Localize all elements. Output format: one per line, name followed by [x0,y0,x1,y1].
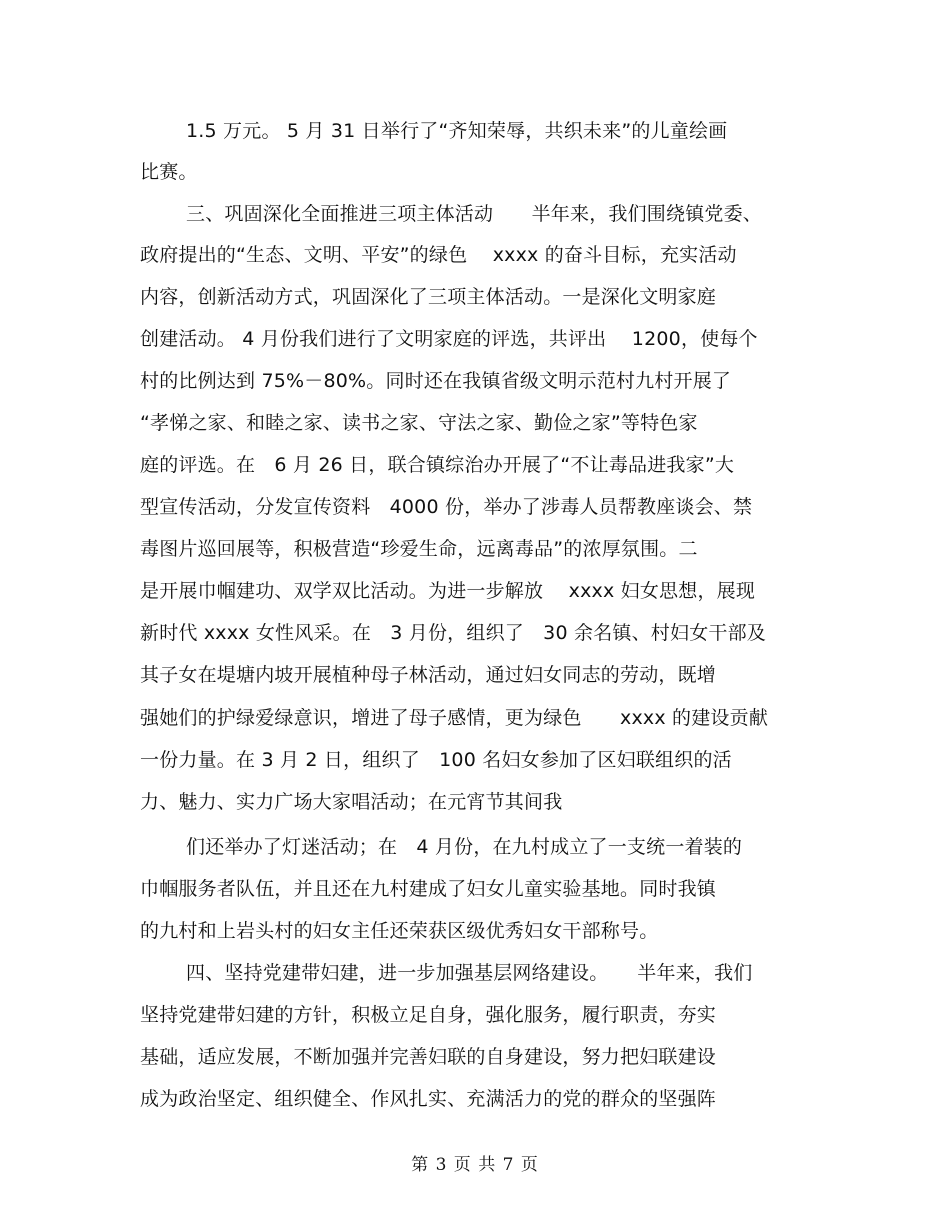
text-line: 1.5 万元。 5 月 31 日举行了“齐知荣辱，共织未来”的儿童绘画 [186,120,728,142]
text-line: 村的比例达到 75%－80%。同时还在我镇省级文明示范村九村开展了 [140,370,732,392]
text-line: 创建活动。 4 月份我们进行了文明家庭的评选，共评出 1200，使每个 [140,328,758,350]
page-footer: 第 3 页 共 7 页 [411,1155,539,1175]
text-line: 政府提出的“生态、文明、平安”的绿色 xxxx 的奋斗目标，充实活动 [140,244,737,266]
text-line: 其子女在堤塘内坡开展植种母子林活动，通过妇女同志的劳动，既增 [140,664,717,686]
text-line: 四、坚持党建带妇建，进一步加强基层网络建设。 半年来，我们 [186,962,753,984]
text-line: 新时代 xxxx 女性风采。在 3 月份，组织了 30 余名镇、村妇女干部及 [140,622,767,644]
text-line: 们还举办了灯迷活动；在 4 月份，在九村成立了一支统一着装的 [186,836,743,858]
text-line: 三、巩固深化全面推进三项主体活动 半年来，我们围绕镇党委、 [186,203,763,225]
text-line: 巾帼服务者队伍，并且还在九村建成了妇女儿童实验基地。同时我镇 [140,878,717,900]
text-line: 基础，适应发展，不断加强并完善妇联的自身建设，努力把妇联建设 [140,1046,717,1068]
text-line: “孝悌之家、和睦之家、读书之家、守法之家、勤俭之家”等特色家 [140,412,698,434]
text-line: 庭的评选。在 6 月 26 日，联合镇综治办开展了“不让毒品进我家”大 [140,454,735,476]
text-line: 一份力量。在 3 月 2 日，组织了 100 名妇女参加了区妇联组织的活 [140,749,732,771]
text-line: 成为政治坚定、组织健全、作风扎实、充满活力的党的群众的坚强阵 [140,1088,717,1110]
text-line: 比赛。 [140,161,198,183]
text-line: 毒图片巡回展等，积极营造“珍爱生命，远离毒品”的浓厚氛围。二 [140,538,698,560]
text-line: 是开展巾帼建功、双学双比活动。为进一步解放 xxxx 妇女思想，展现 [140,580,756,602]
text-line: 型宣传活动，分发宣传资料 4000 份，举办了涉毒人员帮教座谈会、禁 [140,496,753,518]
text-line: 的九村和上岩头村的妇女主任还荣获区级优秀妇女干部称号。 [140,920,659,942]
text-line: 内容，创新活动方式，巩固深化了三项主体活动。一是深化文明家庭 [140,286,717,308]
text-line: 强她们的护绿爱绿意识，增进了母子感情，更为绿色 xxxx 的建设贡献 [140,707,769,729]
text-line: 坚持党建带妇建的方针，积极立足自身，强化服务，履行职责，夯实 [140,1004,717,1026]
text-line: 力、魅力、实力广场大家唱活动；在元宵节其间我 [140,791,563,813]
